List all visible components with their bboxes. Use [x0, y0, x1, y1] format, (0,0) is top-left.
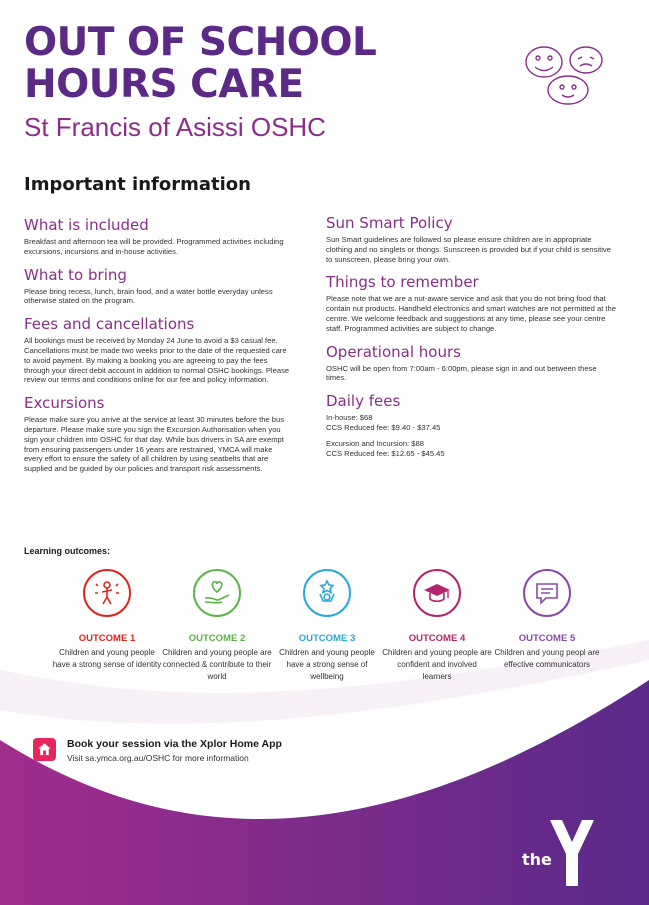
outcome-name: OUTCOME 2 [188, 633, 246, 644]
outcome-item [162, 566, 272, 683]
page-title-line-1: OUT OF SCHOOL [24, 20, 377, 65]
fee-inhouse-ccs: CCS Reduced fee: $9.40 - $37.45 [326, 422, 441, 432]
outcome-text: Children and young people have a strong sense of identity [52, 648, 162, 669]
info-block [326, 273, 616, 333]
graduation-cap-icon [413, 569, 461, 617]
block-title: What is included [24, 216, 149, 234]
block-text: Sun Smart guidelines are followed so please ensure children are in appropriate clothing and no singlets or thongs. Sunscreen is provided but if your child is sensitive to sunscreen, please bring your own. [326, 235, 611, 264]
daily-fees-title: Daily fees [326, 392, 401, 411]
fee-inhouse: In-house: $68 [326, 413, 373, 423]
block-title: Things to remember [326, 273, 479, 292]
page-subtitle: St Francis of Asissi OSHC [24, 112, 326, 142]
left-column [24, 216, 292, 483]
right-column [326, 214, 616, 467]
house-icon [33, 738, 56, 761]
header [24, 22, 376, 142]
block-text: OSHC will be open from 7:00am - 6:00pm, please sign in and out between these times. [326, 363, 597, 383]
info-block [24, 394, 292, 474]
block-text: Please make sure you arrive at the service at least 30 minutes before the bus departure. Please make sure you sign the Excursion Authorisation when you sign your children into OSHC for that day. While bus drivers in SA are exempt from ensuring passengers under 16 years are restrained, YMCA will make every effort to ensure the safety of all children by using seatbelts that are supplied and be guided by our policies and transport risk assessments. [24, 415, 285, 474]
block-text: Breakfast and afternoon tea will be provided. Programmed activities including excursions, incursions and in-house activities. [24, 237, 284, 256]
block-text: Please bring recess, lunch, brain food, and a water bottle everyday unless otherwise stated on the program. [24, 286, 273, 306]
block-text: All bookings must be received by Monday 24 June to avoid a $3 casual fee. Cancellations must be made two weeks prior to the date of the requested care to avoid payment. By making a booking you are agreeing to pay the fees through your direct debit account in addition to normal OSHC bookings. Please review our terms and conditions online for our fee and policy information. [24, 336, 290, 385]
fee-excursion-ccs: CCS Reduced fee: $12.65 - $45.45 [326, 448, 445, 458]
speech-bubble-icon [523, 569, 571, 617]
info-block [24, 216, 292, 257]
outcome-item [52, 566, 162, 671]
outcome-item [382, 566, 492, 683]
person-star-icon [83, 569, 131, 617]
block-text: Please note that we are a nut-aware service and ask that you do not bring food that contain nut products. Handheld electronics and smart watches are not permitted at the centre. We welcome feedback and suggestions at any time, please see your centre staff. Programmed activities are subject to change. [326, 294, 616, 333]
logo-text: the [522, 850, 552, 869]
heart-hand-icon [193, 569, 241, 617]
daily-fees-block [326, 392, 616, 458]
outcome-name: OUTCOME 5 [518, 633, 576, 644]
block-title: Operational hours [326, 342, 461, 361]
outcome-text: Children and young peopl are effective communicators [494, 648, 600, 669]
outcome-name: OUTCOME 1 [78, 633, 136, 644]
outcome-name: OUTCOME 4 [408, 633, 466, 644]
info-block [326, 343, 616, 384]
faces-doodle-icon [520, 40, 610, 110]
info-block [24, 315, 292, 385]
block-title: Excursions [24, 394, 105, 413]
outcome-text: Children and young people are connected & contribute to their world [162, 648, 272, 681]
info-block [326, 214, 616, 264]
block-title: Fees and cancellations [24, 315, 195, 334]
learning-outcomes-heading: Learning outcomes: [24, 546, 111, 556]
fees-excursion [326, 439, 616, 459]
child-star-icon [303, 569, 351, 617]
block-title: What to bring [24, 265, 127, 284]
important-information-heading: Important information [24, 174, 251, 195]
booking-website-text[interactable]: Visit sa.ymca.org.au/OSHC for more information [67, 753, 249, 763]
info-block [24, 266, 292, 307]
outcome-item [272, 566, 382, 683]
fees-inhouse [326, 413, 616, 433]
outcome-text: Children and young people have a strong sense of wellbeing [279, 648, 375, 681]
block-title: Sun Smart Policy [326, 214, 453, 232]
fee-excursion: Excursion and Incursion: $88 [326, 438, 424, 448]
page-title-line-2: HOURS CARE [24, 62, 304, 107]
learning-outcomes [52, 566, 612, 716]
outcome-text: Children and young people are confident and involved learners [382, 648, 492, 681]
ymca-logo [520, 820, 610, 886]
outcome-name: OUTCOME 3 [298, 633, 356, 644]
booking-app-text: Book your session via the Xplor Home App [67, 738, 282, 750]
outcome-item [492, 566, 602, 671]
